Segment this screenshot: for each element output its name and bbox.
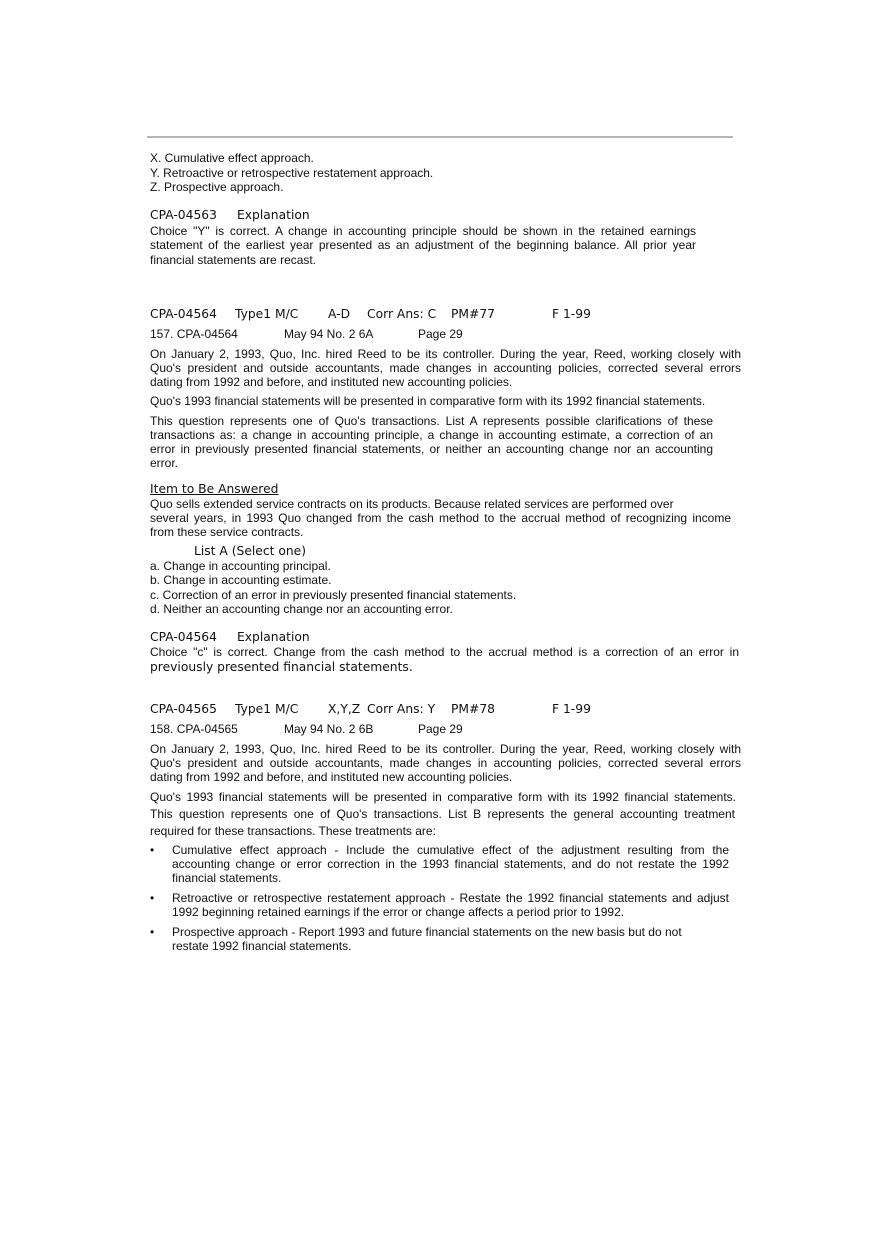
intro-line: On January 2, 1993, Quo, Inc. hired Reed to be its controller. During the year, Reed, working closely with — [150, 742, 741, 756]
bullet-line: 1992 beginning retained earnings if the error or change affects a period prior to 1992. — [172, 905, 625, 919]
question-number: 158. CPA-04565 — [150, 722, 238, 736]
bullet-line: Prospective approach - Report 1993 and future financial statements on the new basis but do not — [172, 925, 682, 939]
item-line: Quo sells extended service contracts on its products. Because related services are performed over — [150, 497, 674, 511]
question-header-range: X,Y,Z — [328, 702, 361, 716]
explanation-line: financial statements are recast. — [150, 253, 317, 267]
question-header-pm: PM#77 — [451, 307, 495, 321]
text-line: dating from 1992 and before, and instituted new accounting policies. — [150, 375, 513, 389]
question-header-type: Type1 M/C — [235, 307, 299, 321]
item-heading: Item to Be Answered — [150, 482, 279, 496]
intro-line: Quo's president and outside accountants, made changes in accounting policies, corrected several errors — [150, 361, 741, 375]
option-x: X. Cumulative effect approach. — [150, 151, 314, 165]
list-a-option: d. Neither an accounting change nor an accounting error. — [150, 602, 453, 616]
question-header-range: A-D — [328, 307, 351, 321]
question-line: error in previously presented financial statements, or neither an accounting change nor an accounting — [150, 442, 713, 456]
text-line: error. — [150, 456, 179, 470]
intro-line: Quo's president and outside accountants, made changes in accounting policies, corrected several errors — [150, 756, 741, 770]
explanation-label: Explanation — [237, 208, 310, 222]
statement: Quo's 1993 financial statements will be presented in comparative form with its 1992 financial statements. — [150, 394, 706, 408]
question-header-form: F 1-99 — [552, 307, 591, 321]
header-rule — [147, 136, 733, 138]
bullet-line: financial statements. — [172, 871, 282, 885]
bullet-line: restate 1992 financial statements. — [172, 939, 352, 953]
item-line: from these service contracts. — [150, 525, 304, 539]
question-header-answer: Corr Ans: C — [367, 307, 437, 321]
option-z: Z. Prospective approach. — [150, 180, 284, 194]
question-line: transactions as: a change in accounting principle, a change in accounting estimate, a correction of an — [150, 428, 713, 442]
list-a-option: b. Change in accounting estimate. — [150, 573, 332, 587]
explanation-label: Explanation — [237, 630, 310, 644]
page-reference: Page 29 — [418, 722, 463, 736]
question-number: 157. CPA-04564 — [150, 327, 238, 341]
question-line: required for these transactions. These treatments are: — [150, 824, 436, 838]
text-line: dating from 1992 and before, and instituted new accounting policies. — [150, 770, 513, 784]
question-header-id: CPA-04565 — [150, 702, 217, 716]
bullet-line: Retroactive or retrospective restatement approach - Restate the 1992 financial statements and adjust — [172, 891, 729, 905]
option-y: Y. Retroactive or retrospective restatement approach. — [150, 166, 434, 180]
explanation-id: CPA-04563 — [150, 208, 217, 222]
bullet-icon: • — [150, 843, 155, 857]
exam-reference: May 94 No. 2 6A — [284, 327, 374, 341]
list-a-option: a. Change in accounting principal. — [150, 559, 331, 573]
list-a-option: c. Correction of an error in previously presented financial statements. — [150, 588, 517, 602]
explanation-line: Choice "Y" is correct. A change in accounting principle should be shown in the retained earnings — [150, 224, 696, 238]
question-line: This question represents one of Quo's transactions. List B represents the general accounting treatment — [150, 807, 735, 821]
question-header-type: Type1 M/C — [235, 702, 299, 716]
question-header-form: F 1-99 — [552, 702, 591, 716]
bullet-icon: • — [150, 925, 155, 939]
question-header-answer: Corr Ans: Y — [367, 702, 436, 716]
question-line: This question represents one of Quo's transactions. List A represents possible clarifications of these — [150, 414, 713, 428]
explanation-line: Choice "c" is correct. Change from the cash method to the accrual method is a correction of an error in — [150, 645, 739, 659]
explanation-id: CPA-04564 — [150, 630, 217, 644]
question-header-pm: PM#78 — [451, 702, 495, 716]
intro-line: On January 2, 1993, Quo, Inc. hired Reed to be its controller. During the year, Reed, working closely with — [150, 347, 741, 361]
question-header-id: CPA-04564 — [150, 307, 217, 321]
bullet-line: accounting change or error correction in the 1993 financial statements, and do not restate the 1992 — [172, 857, 729, 871]
bullet-icon: • — [150, 891, 155, 905]
explanation-line: previously presented financial statements. — [150, 660, 413, 674]
bullet-line: Cumulative effect approach - Include the cumulative effect of the adjustment resulting from the — [172, 843, 729, 857]
exam-reference: May 94 No. 2 6B — [284, 722, 374, 736]
question-line: Quo's 1993 financial statements will be presented in comparative form with its 1992 financial statements. — [150, 790, 736, 804]
explanation-line: statement of the earliest year presented as an adjustment of the beginning balance. All prior year — [150, 238, 696, 252]
item-line: several years, in 1993 Quo changed from the cash method to the accrual method of recognizing income — [150, 511, 731, 525]
page-reference: Page 29 — [418, 327, 463, 341]
list-a-heading: List A (Select one) — [194, 544, 307, 558]
